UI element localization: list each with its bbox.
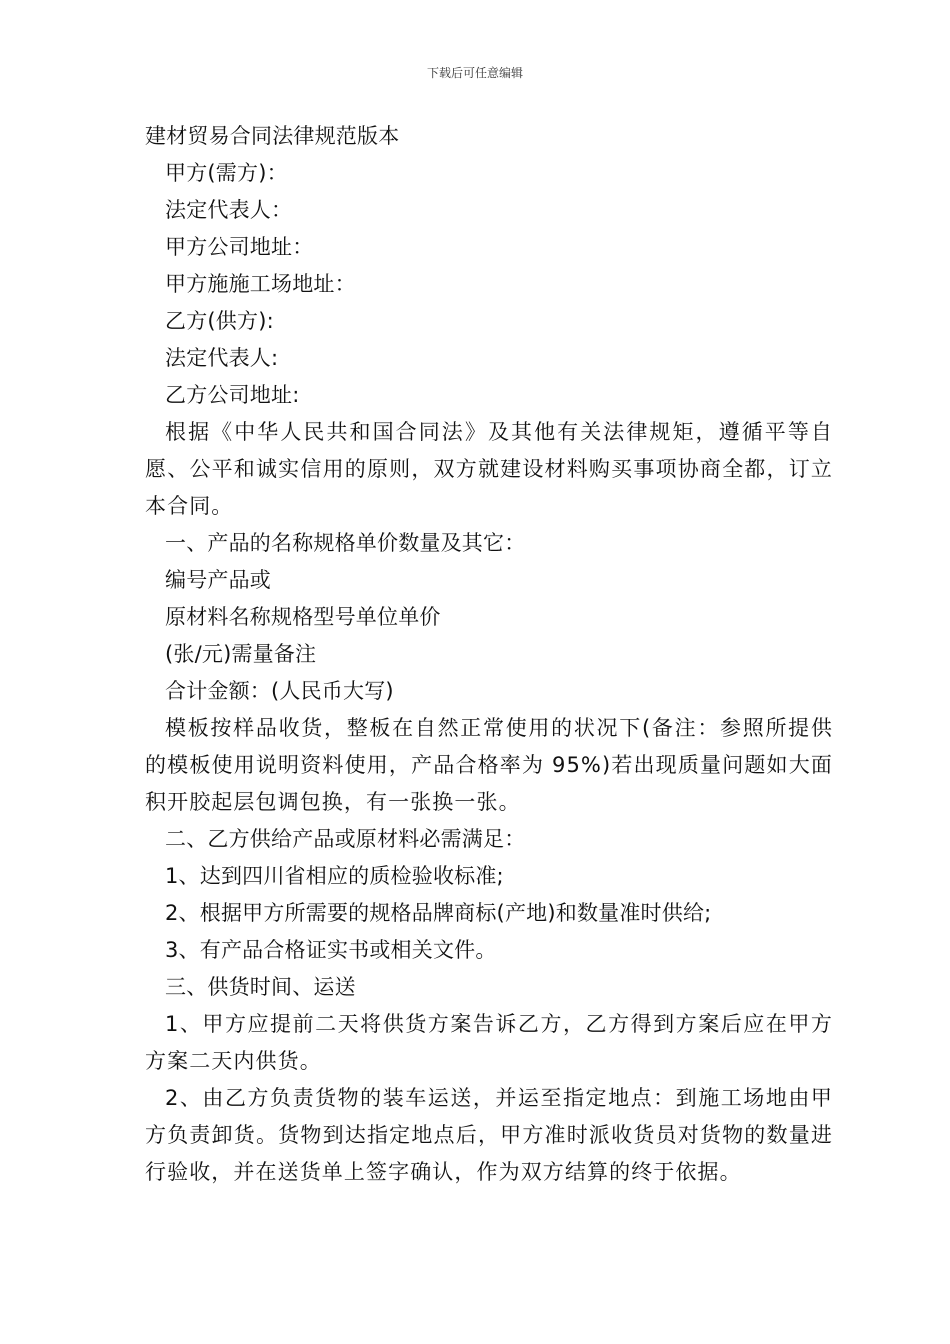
section1-total: 合计金额：(人民币大写) (165, 679, 394, 703)
header-note: 下载后可任意编辑 (426, 66, 523, 80)
section1-heading: 一、产品的名称规格单价数量及其它： (165, 531, 526, 555)
document-title: 建材贸易合同法律规范版本 (145, 124, 400, 148)
section3-item1: 1、甲方应提前二天将供货方案告诉乙方，乙方得到方案后应在甲方方案二天内供货。 (145, 1012, 833, 1073)
document-body (145, 118, 833, 1191)
party-a-representative: 法定代表人： (165, 198, 293, 222)
party-a-site-address: 甲方施施工场地址： (165, 272, 356, 296)
section3-heading: 三、供货时间、运送 (165, 975, 356, 999)
section1-line1: 编号产品或 (165, 568, 271, 592)
section1-line3: (张/元)需量备注 (165, 642, 317, 666)
section2-item1: 1、达到四川省相应的质检验收标准; (165, 864, 504, 888)
party-b-label: 乙方(供方): (165, 309, 274, 333)
section2-heading: 二、乙方供给产品或原材料必需满足： (165, 827, 526, 851)
section1-line2: 原材料名称规格型号单位单价 (165, 605, 441, 629)
section2-item2: 2、根据甲方所需要的规格品牌商标(产地)和数量准时供给; (165, 901, 712, 925)
section1-quality-paragraph: 模板按样品收货，整板在自然正常使用的状况下(备注：参照所提供的模板使用说明资料使用，产品合格率为 95%)若出现质量问题如大面积开胶起层包调包换，有一张换一张。 (145, 716, 833, 814)
section3-item2: 2、由乙方负责货物的装车运送，并运至指定地点：到施工场地由甲方负责卸货。货物到达指定地点后，甲方准时派收货员对货物的数量进行验收，并在送货单上签字确认，作为双方结算的终于依据。 (145, 1086, 833, 1184)
section2-item3: 3、有产品合格证实书或相关文件。 (165, 938, 497, 962)
party-a-label: 甲方(需方)： (165, 161, 288, 185)
party-a-address: 甲方公司地址： (165, 235, 314, 259)
party-b-address: 乙方公司地址: (165, 383, 300, 407)
party-b-representative: 法定代表人: (165, 346, 279, 370)
intro-paragraph: 根据《中华人民共和国合同法》及其他有关法律规矩，遵循平等自愿、公平和诚实信用的原则，双方就建设材料购买事项协商全都，订立本合同。 (145, 420, 833, 518)
